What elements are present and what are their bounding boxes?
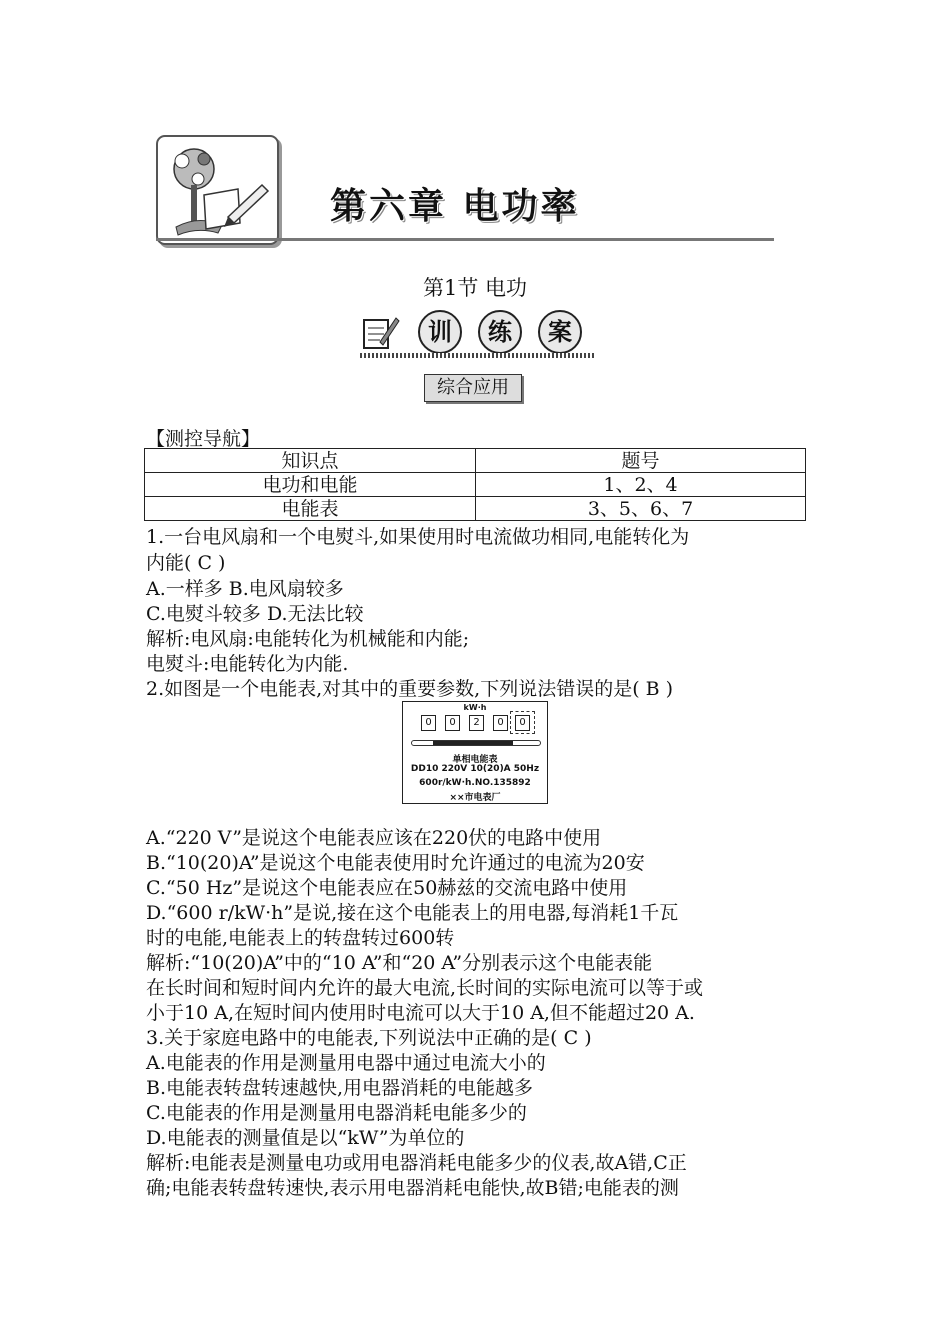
table-header-row	[145, 449, 806, 473]
table-header: 题号	[476, 449, 806, 473]
q2-analysis-cont: 小于10 A,在短时间内使用时电流可以大于10 A,但不能超过20 A.	[146, 1002, 695, 1024]
table-cell: 电能表	[145, 497, 476, 521]
table-cell: 电功和电能	[145, 473, 476, 497]
clipboard-pencil-icon	[360, 312, 400, 352]
q2-analysis: 解析:“10(20)A”中的“10 A”和“20 A”分别表示这个电能表能	[146, 952, 653, 974]
q2-option-d: D.“600 r/kW·h”是说,接在这个电能表上的用电器,每消耗1千瓦	[146, 902, 679, 924]
comprehensive-badge: 综合应用	[424, 374, 522, 402]
meter-spec: DD10 220V 10(20)A 50Hz	[410, 764, 540, 774]
q3-option-b: B.电能表转盘转速越快,用电器消耗的电能越多	[146, 1077, 534, 1099]
table-row	[145, 473, 806, 497]
meter-digit: 0	[445, 715, 460, 731]
q3-analysis: 解析:电能表是测量电功或用电器消耗电能多少的仪表,故A错,C正	[146, 1152, 687, 1174]
q1-options-cd: C.电熨斗较多 D.无法比较	[146, 603, 364, 625]
meter-disc-mark	[433, 741, 513, 745]
knowledge-table	[144, 448, 806, 521]
banner-underline	[360, 353, 594, 358]
banner-char-an: 案	[538, 310, 582, 354]
banner-char-xun: 训	[418, 310, 462, 354]
table-cell: 3、5、6、7	[476, 497, 806, 521]
q3-analysis-cont: 确;电能表转盘转速快,表示用电器消耗电能快,故B错;电能表的测	[146, 1177, 679, 1199]
meter-digit: 0	[421, 715, 436, 731]
chapter-divider	[156, 238, 774, 241]
q1-analysis: 解析:电风扇:电能转化为机械能和内能;	[146, 628, 470, 650]
meter-digit: 0	[515, 715, 530, 731]
meter-digit: 0	[493, 715, 508, 731]
meter-rev: 600r/kW·h.NO.135892	[419, 778, 531, 788]
q2-option-b: B.“10(20)A”是说这个电能表使用时允许通过的电流为20安	[146, 852, 645, 874]
q2-option-c: C.“50 Hz”是说这个电能表应在50赫兹的交流电路中使用	[146, 877, 628, 899]
banner-char-lian: 练	[478, 310, 522, 354]
q1-stem: 1.一台电风扇和一个电熨斗,如果使用时电流做功相同,电能转化为	[146, 526, 690, 548]
table-row	[145, 497, 806, 521]
tree-pencil-icon	[158, 137, 277, 243]
chapter-logo	[156, 135, 279, 245]
training-banner	[360, 308, 594, 358]
table-cell: 1、2、4	[476, 473, 806, 497]
q2-option-a: A.“220 V”是说这个电能表应该在220伏的电路中使用	[146, 827, 602, 849]
electric-meter-figure	[402, 701, 548, 804]
meter-maker: ××市电表厂	[449, 793, 501, 803]
meter-unit: kW·h	[463, 703, 487, 712]
table-header: 知识点	[145, 449, 476, 473]
section-title: 第1节 电功	[422, 276, 528, 300]
q1-analysis-cont: 电熨斗:电能转化为内能.	[146, 653, 349, 675]
nav-heading: 【测控导航】	[146, 428, 261, 450]
meter-name: 单相电能表	[452, 755, 498, 765]
meter-digit: 2	[469, 715, 484, 731]
q2-stem: 2.如图是一个电能表,对其中的重要参数,下列说法错误的是( B )	[146, 678, 674, 700]
q3-option-a: A.电能表的作用是测量用电器中通过电流大小的	[146, 1052, 546, 1074]
q3-stem: 3.关于家庭电路中的电能表,下列说法中正确的是( C )	[146, 1027, 592, 1049]
q3-option-d: D.电能表的测量值是以“kW”为单位的	[146, 1127, 465, 1149]
q1-stem-cont: 内能( C )	[146, 552, 226, 574]
q3-option-c: C.电能表的作用是测量用电器消耗电能多少的	[146, 1102, 527, 1124]
q2-option-d-cont: 时的电能,电能表上的转盘转过600转	[146, 927, 455, 949]
chapter-title: 第六章 电功率	[330, 186, 580, 227]
q1-options-ab: A.一样多 B.电风扇较多	[146, 578, 344, 600]
q2-analysis-cont: 在长时间和短时间内允许的最大电流,长时间的实际电流可以等于或	[146, 977, 704, 999]
